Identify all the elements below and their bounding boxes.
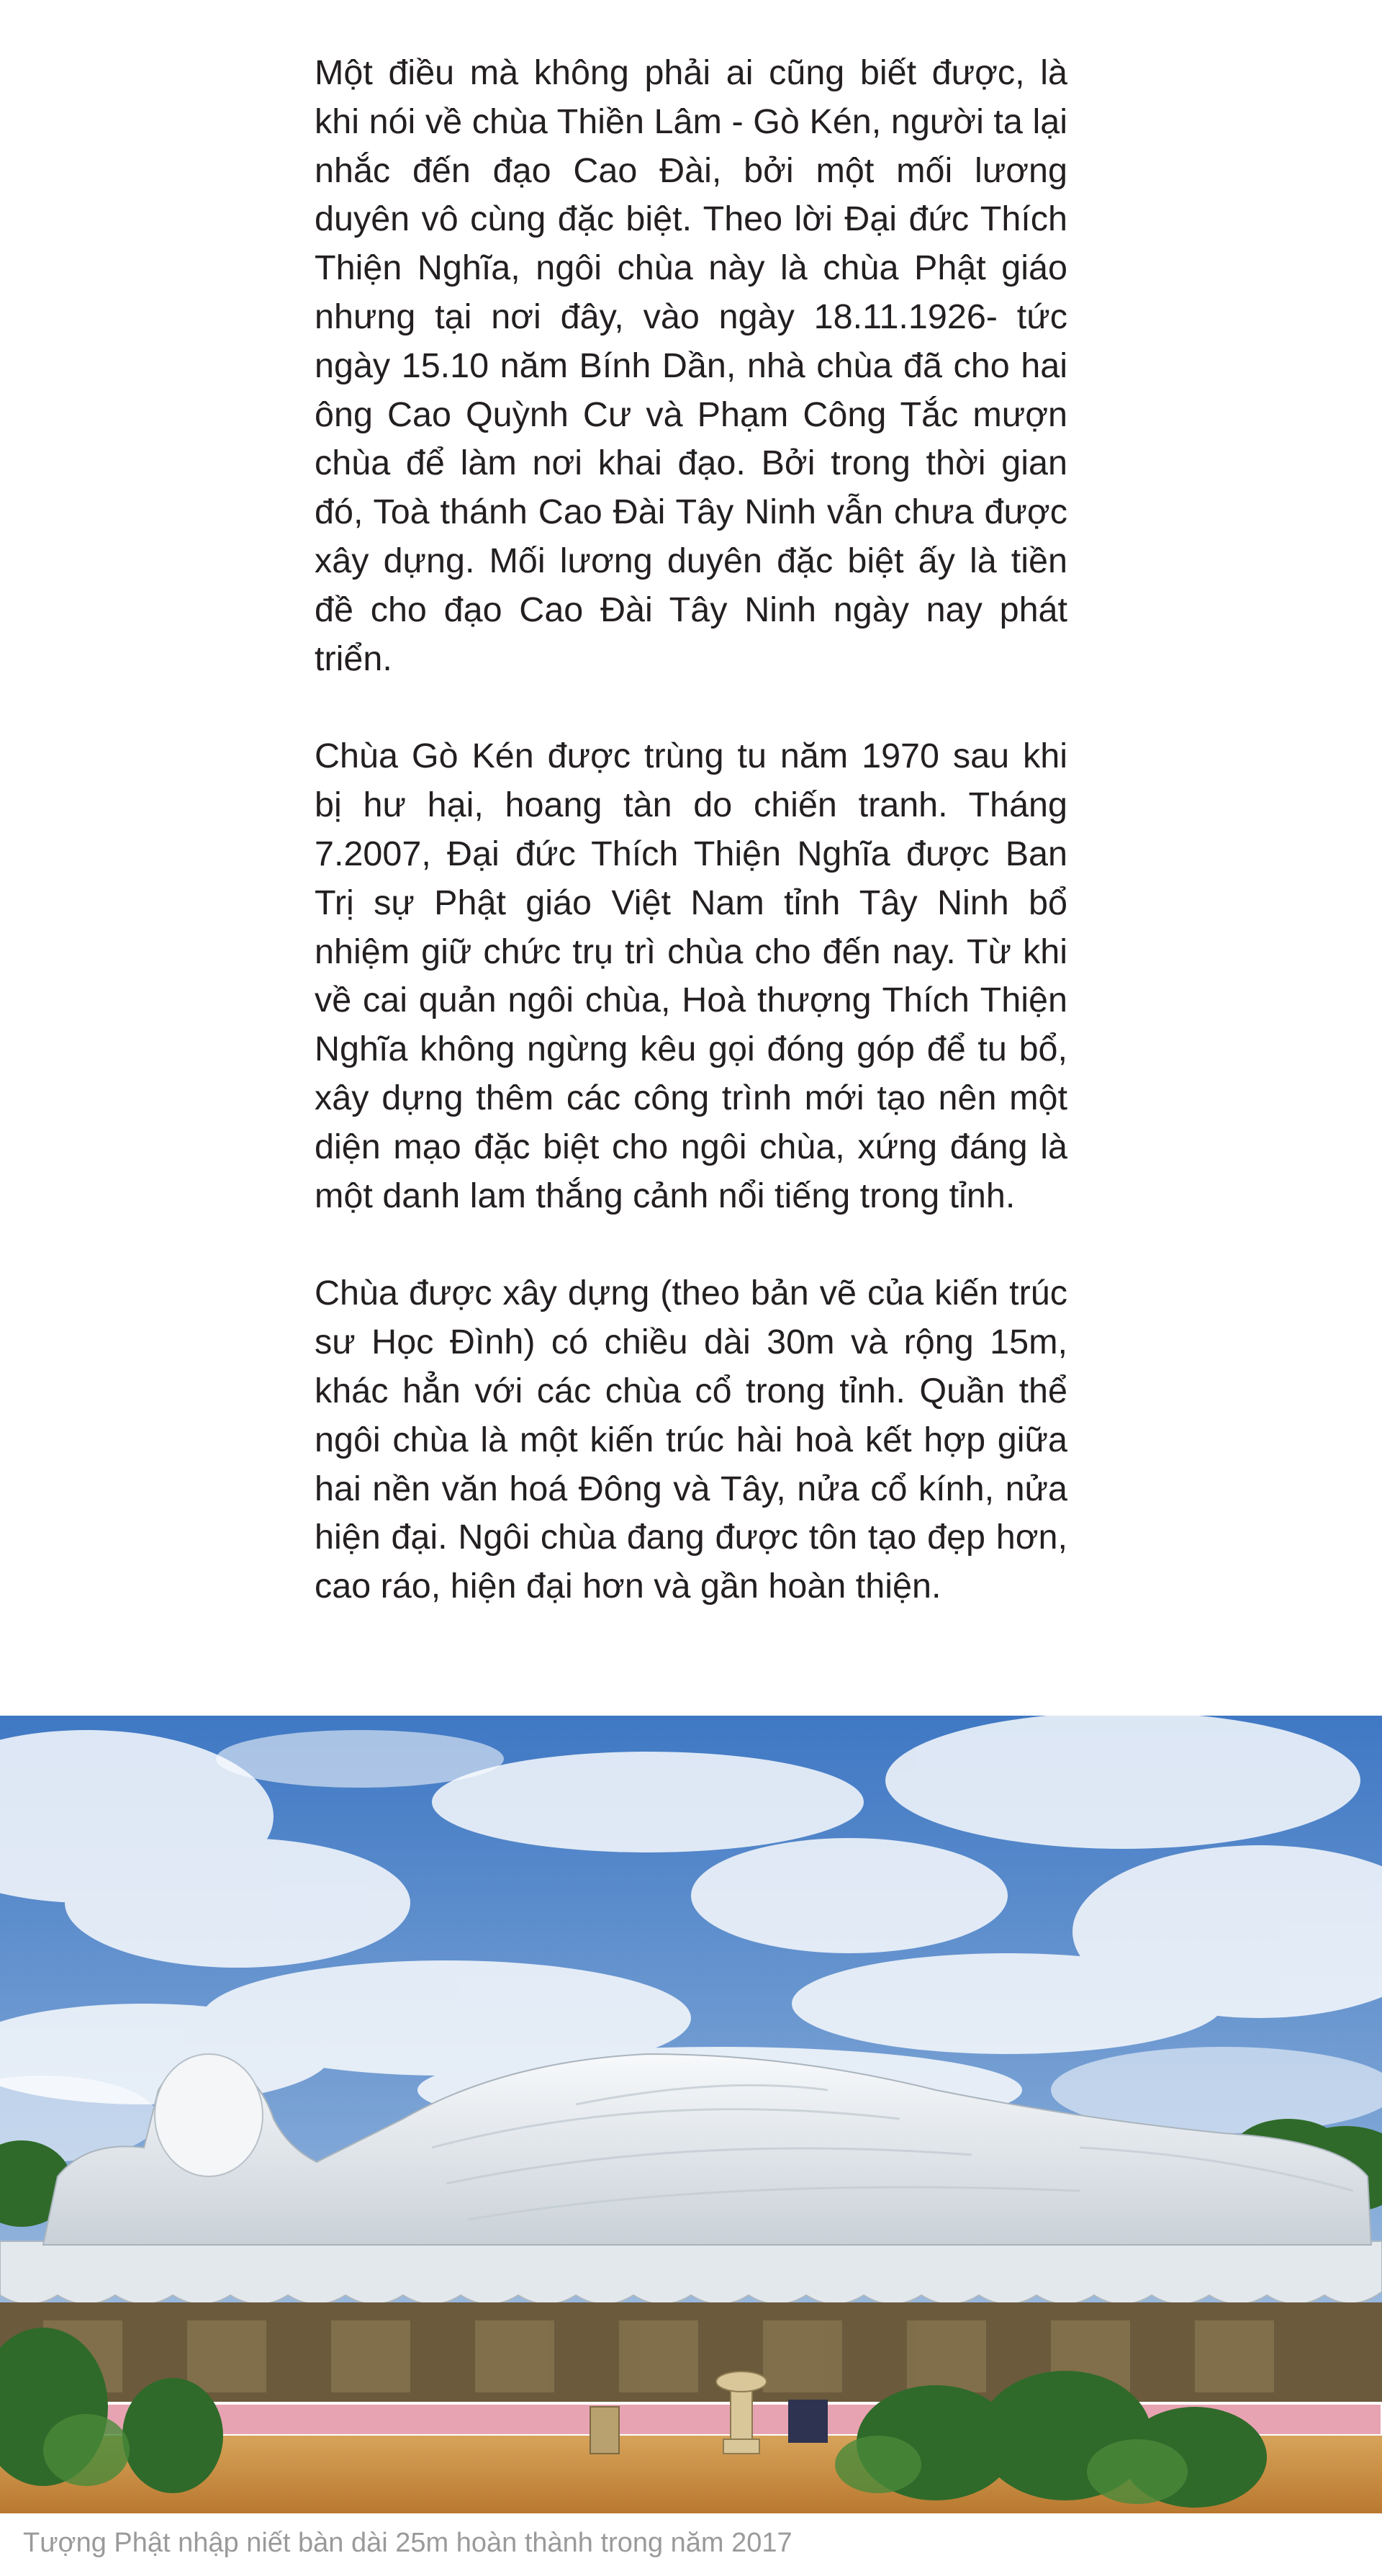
photo-caption: Tượng Phật nhập niết bàn dài 25m hoàn thành trong năm 2017 bbox=[23, 2528, 792, 2558]
statue-base bbox=[0, 2241, 1382, 2305]
article-body bbox=[315, 49, 1067, 1660]
article-paragraph-1: Một điều mà không phải ai cũng biết được, là khi nói về chùa Thiền Lâm - Gò Kén, người ta lại nhắc đến đạo Cao Đài, bởi một mối lương duyên vô cùng đặc biệt. Theo lời Đại đức Thích Thiện Nghĩa, ngôi chùa này là chùa Phật giáo nhưng tại nơi đây, vào ngày 18.11.1926- tức ngày 15.10 năm Bính Dần, nhà chùa đã cho hai ông Cao Quỳnh Cư và Phạm Công Tắc mượn chùa để làm nơi khai đạo. Bởi trong thời gian đó, Toà thánh Cao Đài Tây Ninh vẫn chưa được xây dựng. Mối lương duyên đặc biệt ấy là tiền đề cho đạo Cao Đài Tây Ninh ngày nay phát triển. bbox=[315, 53, 1067, 678]
article-paragraph-3: Chùa được xây dựng (theo bản vẽ của kiến trúc sư Học Đình) có chiều dài 30m và rộng 15m, khác hẳn với các chùa cổ trong tỉnh. Quần thể ngôi chùa là một kiến trúc hài hoà kết hợp giữa hai nền văn hoá Đông và Tây, nửa cổ kính, nửa hiện đại. Ngôi chùa đang được tôn tạo đẹp hơn, cao ráo, hiện đại hơn và gần hoàn thiện. bbox=[315, 1274, 1067, 1606]
reclining-buddha-illustration bbox=[0, 1716, 1382, 2513]
reclining-buddha-photo bbox=[0, 1716, 1382, 2513]
article-paragraph-2: Chùa Gò Kén được trùng tu năm 1970 sau khi bị hư hại, hoang tàn do chiến tranh. Tháng 7.2007, Đại đức Thích Thiện Nghĩa được Ban Trị sự Phật giáo Việt Nam tỉnh Tây Ninh bổ nhiệm giữ chức trụ trì chùa cho đến nay. Từ khi về cai quản ngôi chùa, Hoà thượng Thích Thiện Nghĩa không ngừng kêu gọi đóng góp để tu bổ, xây dựng thêm các công trình mới tạo nên một diện mạo đặc biệt cho ngôi chùa, xứng đáng là một danh lam thắng cảnh nổi tiếng trong tỉnh. bbox=[315, 737, 1067, 1215]
